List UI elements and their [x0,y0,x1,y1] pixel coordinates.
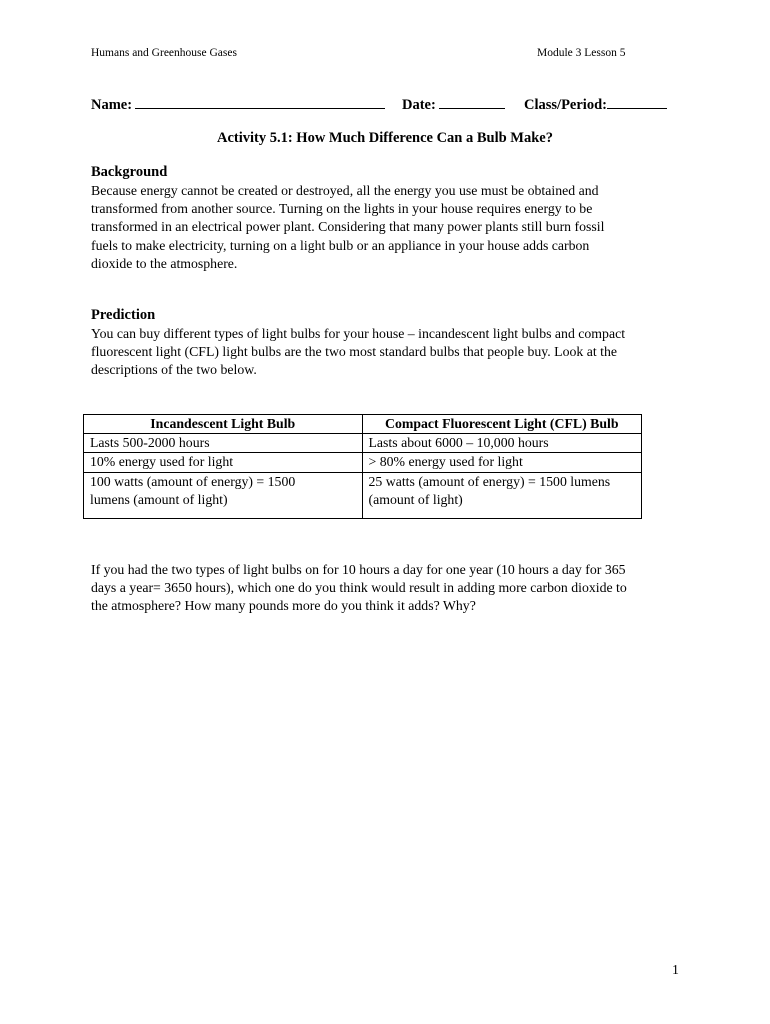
cfl-column-header: Compact Fluorescent Light (CFL) Bulb [362,415,642,434]
page-number: 1 [672,962,679,977]
table-row [84,453,642,472]
prediction-line: fluorescent light (CFL) light bulbs are the two most standard bulbs that people buy. Look at the [91,344,617,360]
incandescent-column-header: Incandescent Light Bulb [84,415,363,434]
running-header-module: Module 3 Lesson 5 [537,47,626,59]
question-line: If you had the two types of light bulbs on for 10 hours a day for one year (10 hours a day for 365 [91,562,626,577]
cfl-lifespan-cell: Lasts about 6000 – 10,000 hours [362,434,642,453]
cfl-efficiency-cell: > 80% energy used for light [362,453,642,472]
incandescent-efficiency-cell: 10% energy used for light [84,453,363,472]
table-row [84,434,642,453]
date-blank-line[interactable] [439,94,505,109]
background-line: transformed from another source. Turning on the lights in your house requires energy to be [91,201,593,217]
prediction-line: descriptions of the two below. [91,362,257,378]
name-field[interactable] [91,94,385,114]
background-line: Because energy cannot be created or destroyed, all the energy you use must be obtained and [91,183,599,198]
class-period-field[interactable] [524,94,667,114]
bulb-comparison-table [83,414,642,519]
activity-title: Activity 5.1: How Much Difference Can a Bulb Make? [216,130,553,146]
cell-line: lumens (amount of light) [90,491,228,507]
running-header-title: Humans and Greenhouse Gases [91,47,237,59]
background-line: dioxide to the atmosphere. [91,255,238,271]
question-line: the atmosphere? How many pounds more do you think it adds? Why? [91,598,476,614]
question-paragraph [91,561,691,616]
prediction-paragraph [91,325,691,380]
cell-line: 100 watts (amount of energy) = 1500 [90,473,296,489]
background-paragraph [91,182,691,273]
background-heading: Background [91,164,168,180]
background-line: fuels to make electricity, turning on a light bulb or an appliance in your house adds carbon [91,237,590,253]
name-label: Name: [91,97,133,113]
incandescent-lifespan-cell: Lasts 500-2000 hours [84,434,363,453]
table-header-row [84,415,642,434]
prediction-line: You can buy different types of light bulbs for your house – incandescent light bulbs and compact [91,326,626,341]
table-row [84,472,642,518]
background-line: transformed in an electrical power plant. Considering that many power plants still burn fossil [91,219,605,235]
class-period-blank-line[interactable] [607,94,667,109]
cell-line: (amount of light) [368,491,463,507]
class-period-label: Class/Period: [524,97,607,113]
cfl-wattage-cell [362,472,642,518]
cell-line: 25 watts (amount of energy) = 1500 lumens [368,473,611,489]
date-field[interactable] [402,94,505,114]
prediction-heading: Prediction [91,307,156,323]
question-line: days a year= 3650 hours), which one do you think would result in adding more carbon dioxide to [91,580,627,596]
incandescent-wattage-cell [84,472,363,518]
date-label: Date: [402,97,436,113]
name-blank-line[interactable] [135,94,385,109]
